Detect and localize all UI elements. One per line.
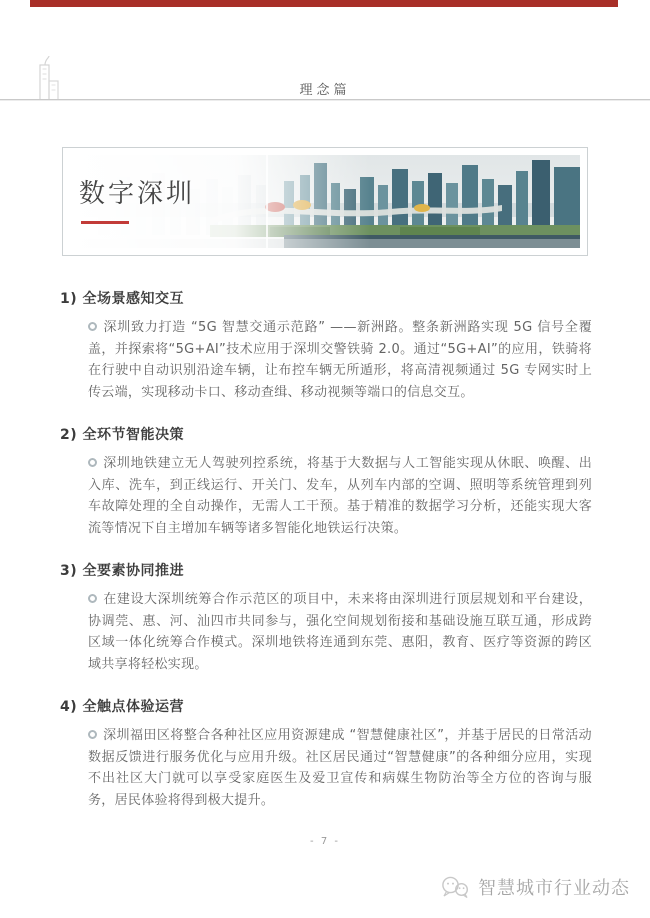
section-3-heading: 3) 全要素协同推进 [60,563,185,579]
section-4-heading: 4) 全触点体验运营 [60,699,185,715]
section-1-paragraph [88,317,592,403]
section-3-paragraph [88,589,592,675]
section-4 [60,696,592,811]
header-divider [0,99,650,100]
top-accent-bar [30,0,618,7]
section-2-paragraph [88,453,592,539]
section-1 [60,288,592,403]
banner-box [62,147,588,256]
section-2-body: 深圳地铁建立无人驾驶列控系统，将基于大数据与人工智能实现从休眠、唤醒、出入库、洗车，到正线运行、开关门、发车，从列车内部的空调、照明等系统管理到列车故障处理的全自动操作，无需人工干预。基于精准的数据学习分析，还能实现大客流等情况下自主增加车辆等诸多智能化地铁运行决策。 [88,456,592,536]
section-1-body: 深圳致力打造 “5G 智慧交通示范路” ——新洲路。整条新洲路实现 5G 信号全覆盖，并探索将“5G+AI”技术应用于深圳交警铁骑 2.0。通过“5G+AI”的应用，铁骑将在行驶中自动识别沿途车辆，让布控车辆无所遁形，将高清视频通过 5G 专网实时上传云端，实现移动卡口、移动查缉、移动视频等端口的信息交互。 [88,320,592,400]
ring-bullet-icon [88,730,97,739]
section-4-paragraph [88,725,592,811]
section-3-body: 在建设大深圳统筹合作示范区的项目中，未来将由深圳进行顶层规划和平台建设，协调莞、惠、河、汕四市共同参与，强化空间规划衔接和基础设施互联互通，形成跨区域一体化统筹合作模式。深圳地铁将连通到东莞、惠阳，教育、医疗等资源的跨区域共享将轻松实现。 [88,592,592,672]
section-4-body: 深圳福田区将整合各种社区应用资源建成 “智慧健康社区”，并基于居民的日常活动数据反馈进行服务优化与应用升级。社区居民通过“智慧健康”的各种细分应用，实现不出社区大门就可以享受家庭医生及爱卫宣传和病媒生物防治等全方位的咨询与服务，居民体验将得到极大提升。 [88,728,592,808]
section-2-heading: 2) 全环节智能决策 [60,427,185,443]
section-1-heading: 1) 全场景感知交互 [60,291,185,307]
page-number: - 7 - [310,836,340,847]
ring-bullet-icon [88,458,97,467]
chapter-title: 理念篇 [299,83,351,98]
brand-watermark [440,874,630,900]
wechat-logo-icon [440,875,470,899]
section-3 [60,560,592,675]
page-content [0,288,650,811]
ring-bullet-icon [88,594,97,603]
ring-bullet-icon [88,322,97,331]
section-2 [60,424,592,539]
brand-name: 智慧城市行业动态 [478,878,630,899]
banner-title-underline [81,221,129,224]
banner-title: 数字深圳 [79,179,196,209]
